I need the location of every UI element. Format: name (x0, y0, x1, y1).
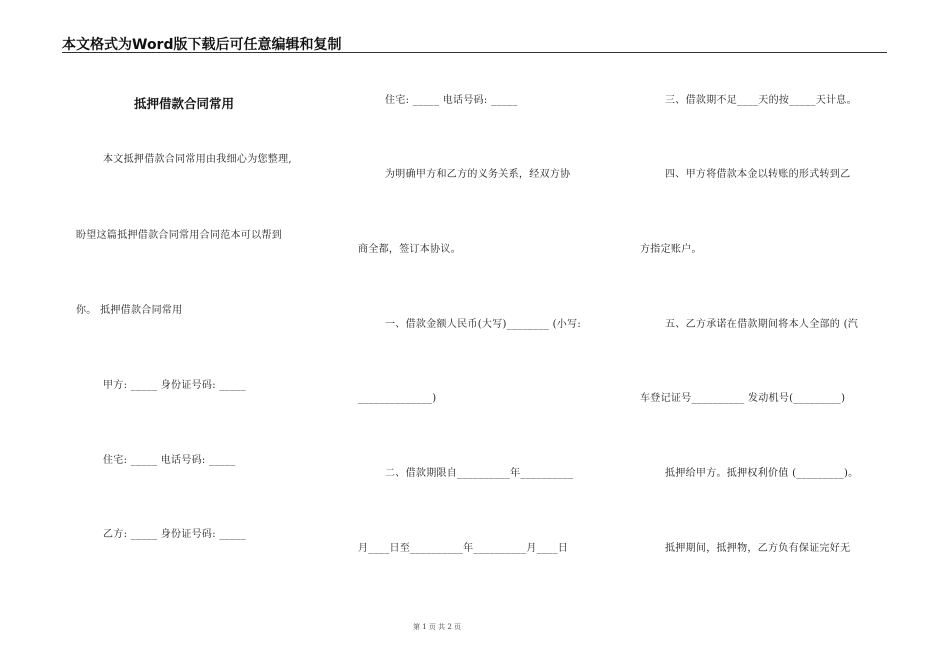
col3-line-3: 方指定账户。 (640, 244, 702, 255)
col1-line-5: 住宅: _____ 电话号码: _____ (103, 455, 236, 466)
col2-line-1: 住宅: _____ 电话号码: _____ (385, 95, 518, 106)
col3-line-2: 四、甲方将借款本金以转账的形式转到乙 (665, 169, 851, 180)
col2-line-2: 为明确甲方和乙方的义务关系，经双方协 (385, 169, 571, 180)
col3-line-7: 抵押期间，抵押物，乙方负有保证完好无 (665, 543, 851, 554)
col1-line-2: 盼望这篇抵押借款合同常用合同范本可以帮到 (76, 230, 282, 241)
document-title: 抵押借款合同常用 (134, 96, 235, 111)
page-footer: 第 1 页 共 2 页 (413, 623, 462, 631)
col1-line-6: 乙方: _____ 身份证号码: _____ (103, 529, 246, 540)
col2-line-6: 二、借款期限自__________年__________ (385, 468, 574, 479)
col3-line-6: 抵押给甲方。抵押权利价值 (_________)。 (665, 468, 859, 479)
col2-line-4: 一、借款金额人民币(大写)________ (小写: (385, 319, 582, 330)
header-rule (62, 52, 887, 53)
col1-line-4: 甲方: _____ 身份证号码: _____ (103, 380, 246, 391)
col2-line-3: 商全都，签订本协议。 (358, 244, 461, 255)
header-title: 本文格式为Word版下载后可任意编辑和复制 (62, 37, 342, 53)
col3-line-1: 三、借款期不足____天的按_____天计息。 (665, 95, 857, 106)
col3-line-5: 车登记证号__________ 发动机号(_________) (640, 393, 846, 404)
col3-line-4: 五、乙方承诺在借款期间将本人全部的 (汽 (665, 319, 859, 330)
col1-line-3: 你。 抵押借款合同常用 (76, 305, 183, 316)
col2-line-7: 月____日至__________年__________月____日 (358, 543, 569, 554)
col1-line-1: 本文抵押借款合同常用由我细心为您整理, (103, 154, 292, 165)
col2-line-5: ______________) (358, 393, 437, 404)
